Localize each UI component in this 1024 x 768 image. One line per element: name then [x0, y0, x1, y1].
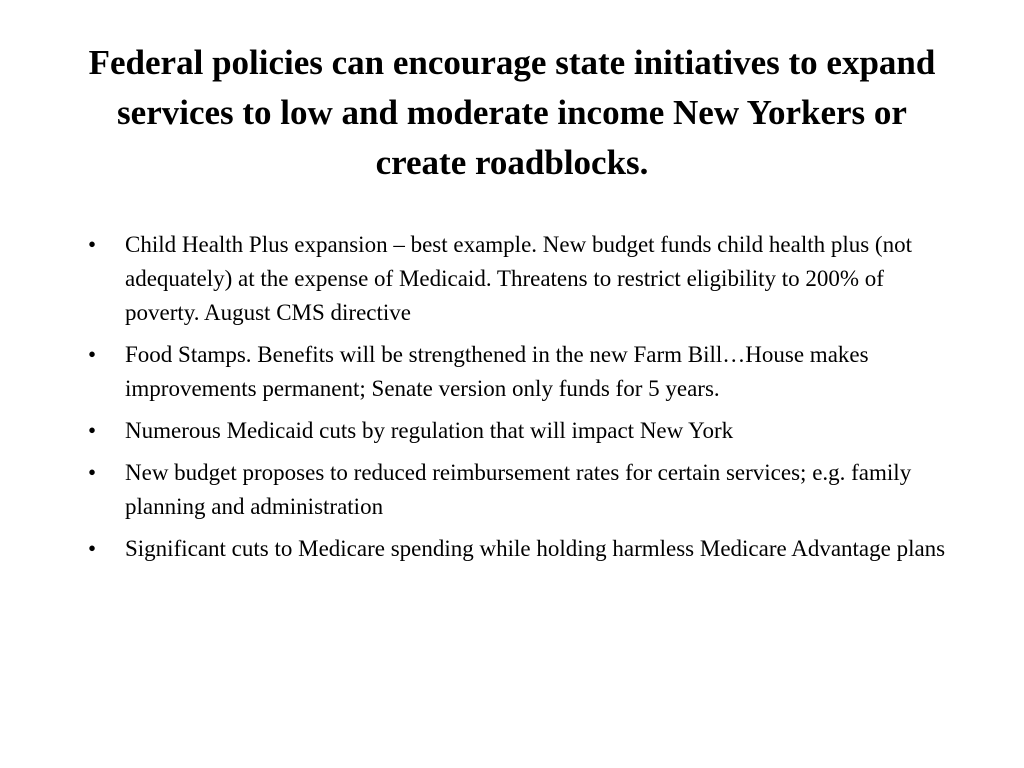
bullet-icon: • [88, 232, 97, 257]
bullet-text: Food Stamps. Benefits will be strengthened in the new Farm Bill…House makes improvements permanent; Senate version only funds for 5 years. [125, 342, 869, 401]
bullet-icon: • [88, 342, 97, 367]
bullet-text: Significant cuts to Medicare spending while holding harmless Medicare Advantage plans [125, 536, 946, 561]
bullet-icon: • [88, 536, 97, 561]
bullet-item [88, 456, 948, 524]
bullet-item [88, 414, 948, 448]
bullet-text: New budget proposes to reduced reimbursement rates for certain services; e.g. family planning and administration [125, 460, 912, 519]
bullet-icon: • [88, 460, 97, 485]
bullet-item [88, 338, 948, 406]
bullet-text: Child Health Plus expansion – best example. New budget funds child health plus (not adequately) at the expense of Medicaid. Threatens to restrict eligibility to 200% of poverty. August CMS directive [125, 232, 912, 325]
bullet-item [88, 532, 948, 566]
slide-title: Federal policies can encourage state initiatives to expand services to low and moderate income New Yorkers or create roadblocks. [88, 43, 936, 182]
bullet-icon: • [88, 418, 97, 443]
bullet-item [88, 228, 948, 330]
bullet-text: Numerous Medicaid cuts by regulation that will impact New York [125, 418, 734, 443]
bullet-list [88, 228, 948, 574]
